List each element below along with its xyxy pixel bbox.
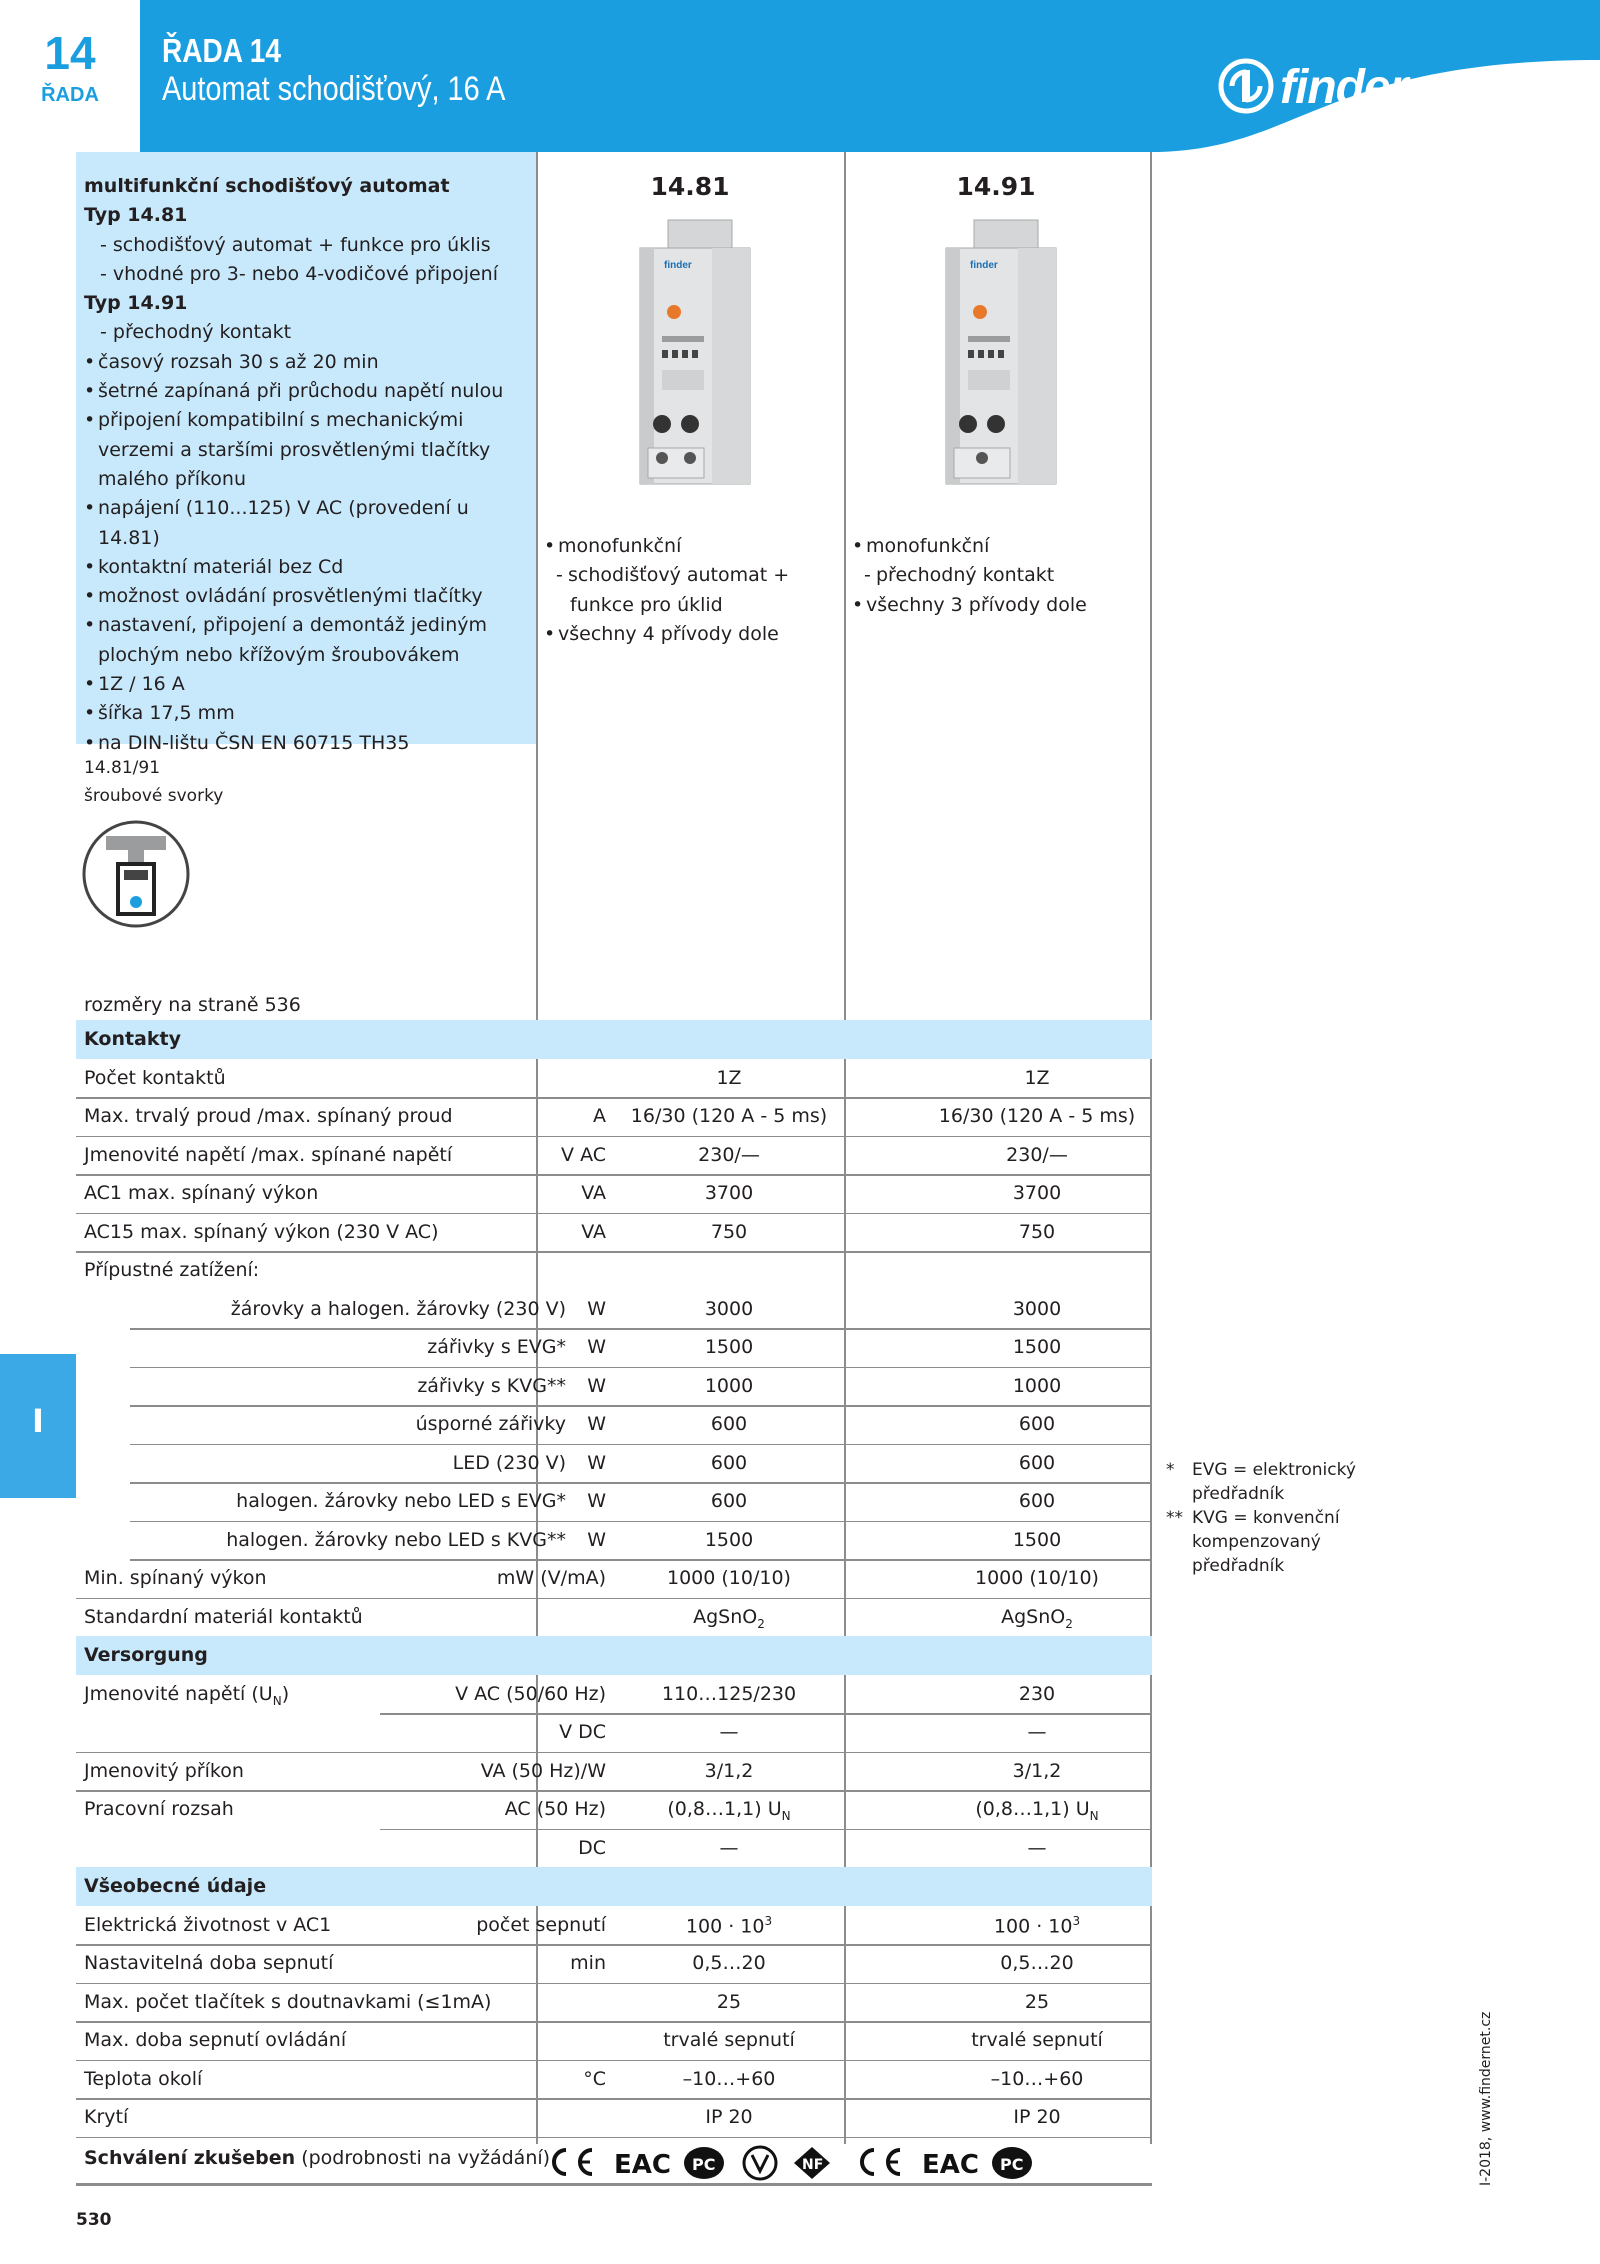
nf-mark-icon: [794, 2147, 830, 2179]
product-desc-line: - přechodný kontakt: [848, 561, 1087, 590]
table-row: [76, 1713, 1152, 1752]
value-text: trvalé sepnutí: [663, 2029, 795, 2051]
svg-text:PC: PC: [1000, 2154, 1024, 2174]
value-1491: 750: [1018, 1220, 1056, 1243]
table-row: [76, 1136, 1152, 1175]
ukr-mark-icon: [744, 2147, 776, 2179]
section-contacts: [76, 1020, 1152, 1059]
table-row: [76, 1983, 1152, 2022]
row-unit: W: [587, 1528, 606, 1551]
row-unit: W: [587, 1451, 606, 1474]
svg-text:EAC: EAC: [922, 2149, 979, 2180]
section-general: [76, 1867, 1152, 1906]
approval-marks: [540, 2141, 830, 2187]
feature-line: - přechodný kontakt: [100, 321, 292, 344]
table-row: [76, 1944, 1152, 1983]
value-1491: 230: [1018, 1682, 1056, 1705]
table-row: [76, 1752, 1152, 1791]
table-row: [76, 1790, 1152, 1829]
value-1491: [922, 1952, 1152, 1974]
table-row: [76, 1598, 1152, 1637]
value-1481: 600: [710, 1490, 748, 1512]
value-1491: 600: [1018, 1451, 1056, 1474]
screw-terminal-icon: [80, 818, 192, 930]
feature-line: - schodišťový automat + funkce pro úklis: [100, 233, 491, 256]
value-1481: 3000: [704, 1297, 754, 1320]
value-1491: [922, 1991, 1152, 2013]
value-text: AgSnO: [1001, 1605, 1066, 1628]
product-description-1491: [848, 532, 1087, 620]
row-unit: V AC: [561, 1143, 606, 1166]
table-row: [76, 1405, 1152, 1444]
footnote-kvg: ** KVG = konvenční kompenzovaný předřadník: [1166, 1508, 1340, 1576]
load-title-row: [76, 1251, 1152, 1290]
value-text: IP 20: [705, 2106, 753, 2128]
value-text: 0,5…20: [1000, 1952, 1074, 1974]
section-title: Všeobecné údaje: [84, 1875, 267, 1897]
row-label: Přípustné zatížení:: [84, 1259, 260, 1281]
value-1491: 3700: [1012, 1182, 1062, 1204]
value-1491: 600: [1018, 1490, 1056, 1512]
terminal-label: šroubové svorky: [84, 786, 224, 806]
product-desc-line: • monofunkční: [848, 532, 1087, 561]
row-unit: DC: [578, 1836, 606, 1859]
product-image-1491: [926, 216, 1086, 486]
value-text: 25: [1024, 1990, 1050, 2013]
table-row: [76, 1829, 1152, 1868]
row-unit: W: [587, 1336, 606, 1358]
value-1481: [614, 1991, 844, 2013]
svg-text:EAC: EAC: [614, 2149, 671, 2180]
row-unit: W: [587, 1490, 606, 1512]
value-1481: —: [719, 1721, 739, 1743]
value-1481: 1000: [704, 1374, 754, 1397]
value-1491: —: [1027, 1721, 1047, 1743]
row-unit: A: [593, 1105, 606, 1127]
pct-mark-icon: [992, 2147, 1032, 2179]
value-1491: 1000 (10/10): [975, 1567, 1099, 1589]
value-1481: 230/—: [698, 1143, 760, 1166]
feature-line: Typ 14.91: [84, 292, 188, 315]
value-1491: 600: [1018, 1413, 1056, 1435]
value-1491: [922, 2068, 1152, 2090]
feature-line: • napájení (110...125) V AC (provedení u 14.81): [84, 494, 536, 553]
table-row: [76, 1444, 1152, 1483]
subscript: N: [272, 1693, 282, 1708]
svg-text:finder: finder: [664, 260, 692, 271]
table-row: [76, 1482, 1152, 1521]
value-1481: 600: [710, 1413, 748, 1435]
value-1491: 230/—: [1006, 1143, 1068, 1166]
row-label: Krytí: [84, 2106, 129, 2128]
approval-marks: [848, 2141, 1138, 2187]
row-label: Standardní materiál kontaktů: [84, 1605, 363, 1628]
approvals-rest: (podrobnosti na vyžádání): [295, 2146, 551, 2169]
feature-line: - vhodné pro 3- nebo 4-vodičové připojení: [100, 262, 499, 285]
value-1481: 1000 (10/10): [667, 1567, 791, 1589]
header-series-block: [0, 0, 140, 152]
ce-mark-icon: [862, 2150, 900, 2174]
row-label: Počet kontaktů: [84, 1066, 226, 1089]
value-1491: [922, 1606, 1152, 1631]
feature-line: verzemi a staršími prosvětlenými tlačítky: [98, 438, 491, 461]
value-1491: 1000: [1012, 1374, 1062, 1397]
value-text: trvalé sepnutí: [971, 2029, 1103, 2051]
value-1481: [614, 1798, 844, 1823]
value-text: –10…+60: [990, 2067, 1084, 2090]
table-row: [76, 1367, 1152, 1406]
table-row: [76, 1059, 1152, 1098]
value-1491: [922, 1914, 1152, 1937]
svg-text:PC: PC: [692, 2154, 716, 2174]
value-1481: 600: [710, 1451, 748, 1474]
approvals-bold: Schválení zkušeben: [84, 2146, 296, 2169]
value-text: AgSnO: [693, 1605, 758, 1628]
row-label: Nastavitelná doba sepnutí: [84, 1952, 334, 1974]
row-label: LED (230 V): [452, 1451, 566, 1474]
finder-logo: [1218, 58, 1458, 128]
value-text: 0,5…20: [692, 1952, 766, 1974]
subscript: N: [1089, 1808, 1099, 1823]
table-row: [76, 1097, 1152, 1136]
table-row: [76, 1521, 1152, 1560]
row-label: Max. doba sepnutí ovládání: [84, 2029, 347, 2051]
row-unit: W: [587, 1413, 606, 1435]
value-1481: 3/1,2: [704, 1759, 754, 1782]
subscript: 2: [757, 1616, 765, 1631]
table-row: [76, 1174, 1152, 1213]
value-1481: [614, 2068, 844, 2090]
product-code-1491: 14.91: [956, 172, 1036, 201]
row-label: Min. spínaný výkon: [84, 1567, 267, 1589]
value-1491: 3000: [1012, 1297, 1062, 1320]
value-1481: 110…125/230: [661, 1682, 797, 1705]
eac-mark-icon: [922, 2150, 979, 2180]
value-text: IP 20: [1013, 2106, 1061, 2128]
value-text: –10…+60: [682, 2067, 776, 2090]
row-label: zářivky s EVG*: [427, 1336, 566, 1358]
value-1491: [922, 1798, 1152, 1823]
product-desc-line: • všechny 3 přívody dole: [848, 591, 1087, 620]
value-1481: —: [719, 1836, 739, 1859]
row-label: Teplota okolí: [84, 2067, 203, 2090]
feature-line: multifunkční schodišťový automat: [84, 175, 450, 197]
feature-line: • kontaktní materiál bez Cd: [84, 553, 536, 582]
row-unit: W: [587, 1297, 606, 1320]
value-text: (0,8…1,1) U: [667, 1798, 782, 1820]
page-subtitle: Automat schodišťový, 16 A: [162, 70, 506, 108]
value-1481: 750: [710, 1220, 748, 1243]
feature-line: • možnost ovládání prosvětlenými tlačítky: [84, 582, 536, 611]
series-number: 14: [44, 27, 96, 79]
feature-line: • nastavení, připojení a demontáž jediným: [84, 611, 536, 640]
row-label: zářivky s KVG**: [417, 1374, 566, 1397]
feature-line: • šetrné zapínaná při průchodu napětí nulou: [84, 377, 536, 406]
page-number: 530: [76, 2210, 112, 2230]
row-unit: AC (50 Hz): [504, 1798, 606, 1820]
row-label: Elektrická životnost v AC1: [84, 1913, 332, 1936]
value-1481: 1Z: [716, 1066, 742, 1089]
product-desc-line: - schodišťový automat +: [540, 561, 789, 590]
subscript: N: [781, 1808, 791, 1823]
page-title: ŘADA 14: [162, 32, 281, 69]
feature-list: [76, 152, 536, 754]
table-row: [76, 2060, 1152, 2099]
row-label: halogen. žárovky nebo LED s KVG**: [226, 1528, 566, 1551]
row-unit: min: [570, 1952, 606, 1974]
row-unit: mW (V/mA): [496, 1567, 606, 1589]
value-1491: 1500: [1012, 1336, 1062, 1358]
feature-line: malého příkonu: [98, 467, 247, 490]
feature-line: Typ 14.81: [84, 204, 188, 227]
vertical-edition-note: I-2018, www.findernet.cz: [1478, 2011, 1494, 2186]
value-1491: 3/1,2: [1012, 1759, 1062, 1782]
svg-text:finder: finder: [970, 260, 998, 271]
finder-logo-icon: [1218, 58, 1274, 114]
row-unit: V AC (50/60 Hz): [455, 1682, 606, 1705]
row-label: Max. počet tlačítek s doutnavkami (≤1mA): [84, 1990, 492, 2013]
section-title: Versorgung: [84, 1644, 208, 1666]
superscript: 3: [1072, 1913, 1081, 1928]
value-1491: 1Z: [1024, 1066, 1050, 1089]
footnote-evg: * EVG = elektronický předřadník: [1166, 1460, 1356, 1504]
feature-line: plochým nebo křížovým šroubovákem: [98, 643, 460, 666]
row-label: žárovky a halogen. žárovky (230 V): [230, 1297, 566, 1320]
table-row: [76, 2021, 1152, 2060]
pct-mark-icon: [684, 2147, 724, 2179]
row-label: Jmenovitý příkon: [84, 1759, 244, 1782]
feature-line: • šířka 17,5 mm: [84, 699, 536, 728]
ce-mark-icon: [554, 2150, 592, 2174]
value-1481: [614, 1914, 844, 1937]
dimensions-note: rozměry na straně 536: [84, 994, 301, 1016]
svg-text:NF: NF: [802, 2156, 824, 2173]
side-tab-letter: I: [32, 1402, 44, 1440]
row-label: AC15 max. spínaný výkon (230 V AC): [84, 1220, 439, 1243]
section-supply: [76, 1636, 1152, 1675]
product-desc-line: • monofunkční: [540, 532, 789, 561]
table-row: [76, 1675, 1152, 1714]
table-row: [76, 1559, 1152, 1598]
series-word: ŘADA: [41, 84, 99, 106]
eac-mark-icon: [614, 2150, 671, 2180]
row-unit: VA: [581, 1220, 606, 1243]
finder-logo-text: finder: [1280, 61, 1408, 114]
value-text: 25: [716, 1990, 742, 2013]
row-label: AC1 max. spínaný výkon: [84, 1182, 319, 1204]
table-row: [76, 1906, 1152, 1945]
row-label: úsporné zářivky: [415, 1413, 566, 1435]
feature-line: • 1Z / 16 A: [84, 670, 536, 699]
approvals-label: [84, 2147, 550, 2169]
product-desc-line: • všechny 4 přívody dole: [540, 620, 789, 649]
value-1481: [614, 2106, 844, 2128]
product-description-1481: [540, 532, 789, 649]
value-1481: 3700: [704, 1182, 754, 1204]
table-row: [76, 2098, 1152, 2137]
row-unit: VA (50 Hz)/W: [480, 1759, 606, 1782]
section-title: Kontakty: [84, 1028, 181, 1050]
value-1491: 16/30 (120 A - 5 ms): [938, 1105, 1136, 1127]
value-text: 100 · 10: [993, 1914, 1073, 1937]
label-text: Jmenovité napětí (U: [84, 1682, 273, 1705]
table-row: [76, 1328, 1152, 1367]
value-1491: [922, 2029, 1152, 2051]
table-row: [76, 1290, 1152, 1329]
row-label: [84, 1683, 289, 1708]
value-1481: [614, 1606, 844, 1631]
table-bottom-rule: [76, 2183, 1152, 2186]
feature-line: • připojení kompatibilní s mechanickými: [84, 406, 536, 435]
value-1491: 1500: [1012, 1528, 1062, 1551]
product-desc-line: funkce pro úklid: [570, 593, 723, 616]
superscript: 3: [764, 1913, 773, 1928]
row-label: Pracovní rozsah: [84, 1798, 234, 1820]
value-1491: —: [1027, 1836, 1047, 1859]
label-text: ): [281, 1682, 290, 1705]
value-text: (0,8…1,1) U: [975, 1798, 1090, 1820]
subscript: 2: [1065, 1616, 1073, 1631]
value-1491: [922, 2106, 1152, 2128]
value-1481: [614, 2029, 844, 2051]
terminal-code: 14.81/91: [84, 758, 161, 778]
row-label: Jmenovité napětí /max. spínané napětí: [84, 1143, 453, 1166]
value-text: 100 · 10: [685, 1914, 765, 1937]
value-1481: 16/30 (120 A - 5 ms): [630, 1105, 828, 1127]
feature-line: • na DIN-lištu ČSN EN 60715 TH35: [84, 729, 536, 758]
value-1481: [614, 1952, 844, 1974]
value-1481: 1500: [704, 1528, 754, 1551]
footnotes: [1166, 1458, 1406, 1578]
row-unit: °C: [583, 2067, 606, 2090]
row-unit: počet sepnutí: [476, 1913, 606, 1936]
row-unit: V DC: [559, 1721, 606, 1743]
feature-line: • časový rozsah 30 s až 20 min: [84, 348, 536, 377]
product-image-1481: [620, 216, 780, 486]
table-row: [76, 1213, 1152, 1252]
value-1481: 1500: [704, 1336, 754, 1358]
row-unit: W: [587, 1374, 606, 1397]
row-label: Max. trvalý proud /max. spínaný proud: [84, 1105, 453, 1127]
row-unit: VA: [581, 1182, 606, 1204]
product-code-1481: 14.81: [650, 172, 730, 201]
row-label: halogen. žárovky nebo LED s EVG*: [236, 1490, 566, 1512]
